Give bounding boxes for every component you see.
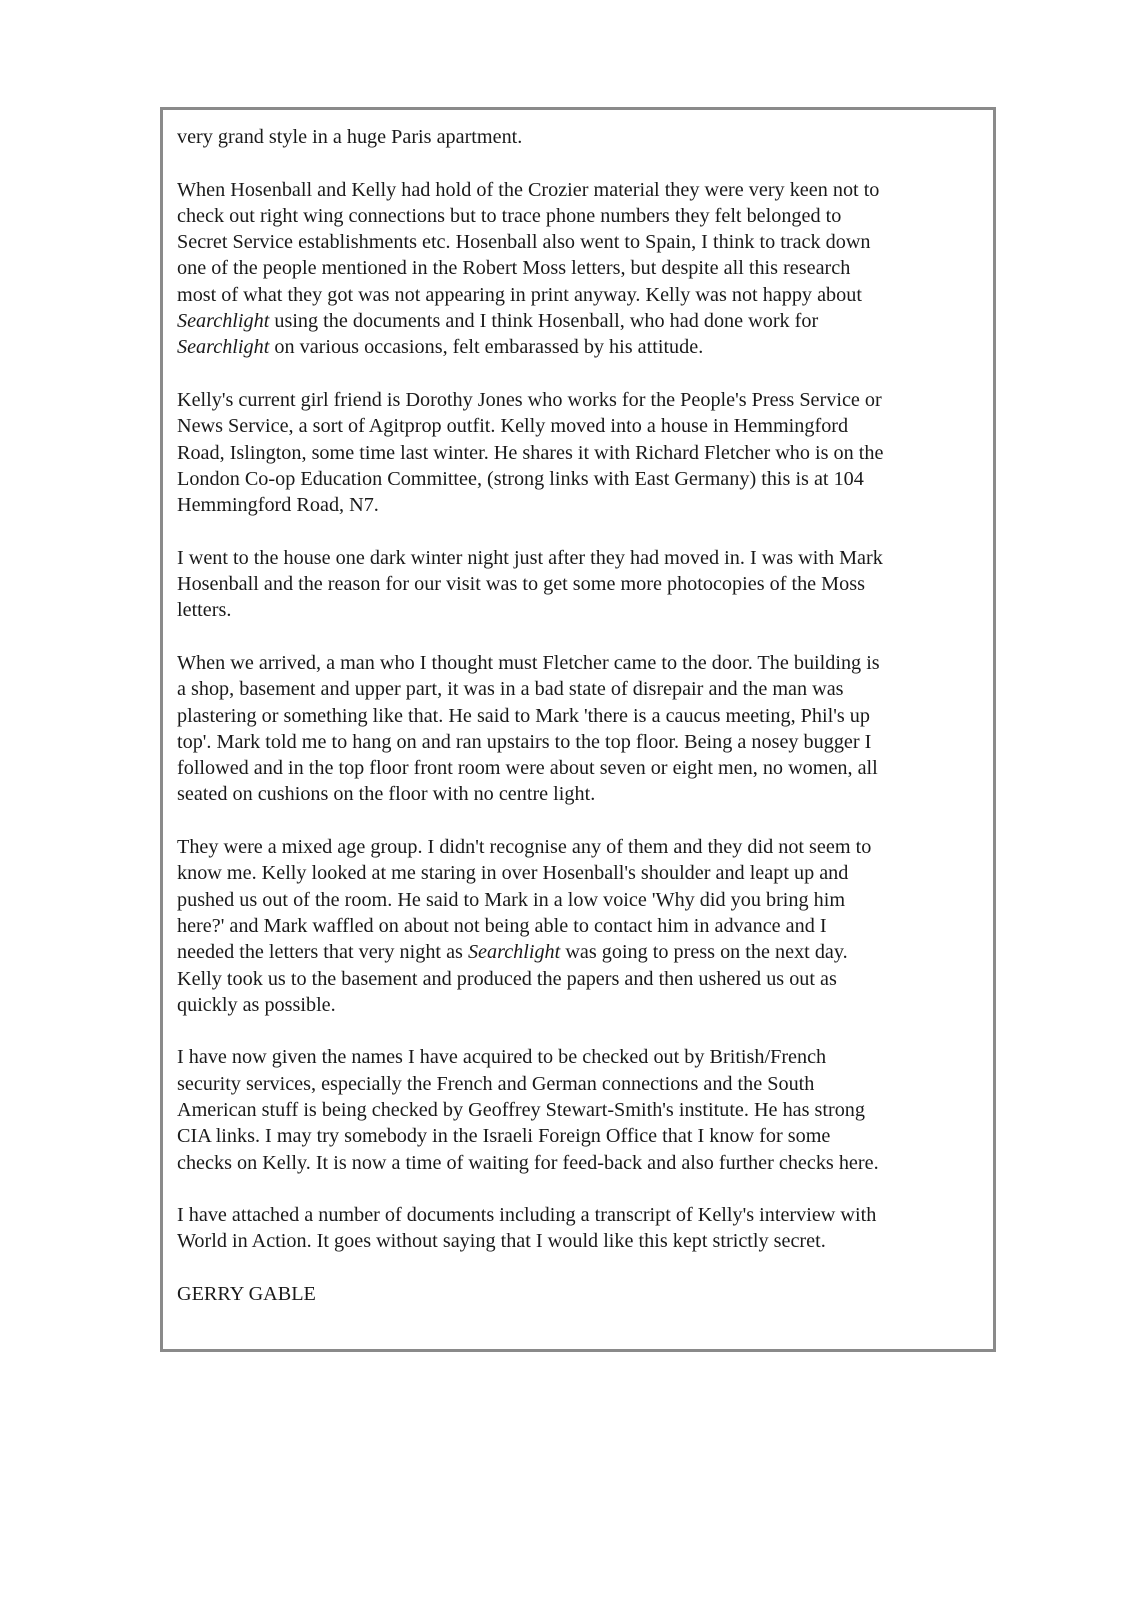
text-line: a shop, basement and upper part, it was in a bad state of disrepair and the man was <box>177 678 844 701</box>
text-line: check out right wing connections but to trace phone numbers they felt belonged to <box>177 204 842 227</box>
text-line: top'. Mark told me to hang on and ran upstairs to the top floor. Being a nosey bugger I <box>177 730 872 753</box>
paragraph-8 <box>177 1202 977 1255</box>
text-line: News Service, a sort of Agitprop outfit. Kelly moved into a house in Hemmingford <box>177 415 849 438</box>
paragraph-5 <box>177 650 977 808</box>
text-line: Hemmingford Road, N7. <box>177 494 379 517</box>
text-line: Secret Service establishments etc. Hosenball also went to Spain, I think to track down <box>177 231 871 254</box>
text-line: Hosenball and the reason for our visit was to get some more photocopies of the Moss <box>177 573 865 596</box>
text-line: pushed us out of the room. He said to Mark in a low voice 'Why did you bring him <box>177 888 846 911</box>
text-line <box>177 334 977 360</box>
signature <box>177 1281 977 1307</box>
text-line: World in Action. It goes without saying that I would like this kept strictly secret. <box>177 1230 826 1253</box>
text-run: needed the letters that very night as <box>177 941 468 964</box>
paragraph-1 <box>177 124 977 150</box>
paragraph-6 <box>177 834 977 1018</box>
paragraph-3 <box>177 387 977 518</box>
text-line: know me. Kelly looked at me staring in over Hosenball's shoulder and leapt up and <box>177 862 849 885</box>
text-run: was going to press on the next day. <box>560 941 848 964</box>
text-line: very grand style in a huge Paris apartment. <box>177 126 523 148</box>
paragraph-4 <box>177 545 977 624</box>
text-line <box>177 308 977 334</box>
text-line: followed and in the top floor front room were about seven or eight men, no women, all <box>177 757 878 780</box>
signature-name: GERRY GABLE <box>177 1283 316 1306</box>
text-line: I have now given the names I have acquired to be checked out by British/French <box>177 1046 827 1069</box>
text-line: checks on Kelly. It is now a time of waiting for feed-back and also further checks here. <box>177 1151 879 1174</box>
text-line: security services, especially the French and German connections and the South <box>177 1072 815 1095</box>
text-line: most of what they got was not appearing in print anyway. Kelly was not happy about <box>177 283 862 306</box>
text-line: When we arrived, a man who I thought must Fletcher came to the door. The building is <box>177 651 880 674</box>
text-line: I have attached a number of documents including a transcript of Kelly's interview with <box>177 1204 877 1227</box>
text-line: London Co-op Education Committee, (strong links with East Germany) this is at 104 <box>177 467 864 490</box>
paragraph-7 <box>177 1044 977 1175</box>
text-run: using the documents and I think Hosenball, who had done work for <box>269 310 819 333</box>
publication-title-italic: Searchlight <box>177 336 270 359</box>
text-line: plastering or something like that. He said to Mark 'there is a caucus meeting, Phil's up <box>177 704 870 727</box>
text-line: Kelly's current girl friend is Dorothy Jones who works for the People's Press Service or <box>177 388 882 411</box>
text-line: American stuff is being checked by Geoffrey Stewart-Smith's institute. He has strong <box>177 1098 865 1121</box>
paragraph-2 <box>177 177 977 361</box>
publication-title-italic: Searchlight <box>467 941 561 964</box>
text-line: here?' and Mark waffled on about not being able to contact him in advance and I <box>177 914 827 937</box>
text-line: quickly as possible. <box>177 993 336 1016</box>
text-line: CIA links. I may try somebody in the Israeli Foreign Office that I know for some <box>177 1125 831 1148</box>
text-line <box>177 939 977 965</box>
document-border-frame <box>160 107 996 1352</box>
text-line: letters. <box>177 599 232 622</box>
text-line: They were a mixed age group. I didn't recognise any of them and they did not seem to <box>177 836 872 859</box>
text-line: Road, Islington, some time last winter. He shares it with Richard Fletcher who is on the <box>177 441 884 464</box>
document-body <box>177 124 977 1334</box>
text-line: When Hosenball and Kelly had hold of the Crozier material they were very keen not to <box>177 178 880 201</box>
publication-title-italic: Searchlight <box>177 310 270 333</box>
text-run: on various occasions, felt embarassed by his attitude. <box>269 336 704 359</box>
text-line: Kelly took us to the basement and produced the papers and then ushered us out as <box>177 967 837 990</box>
text-line: one of the people mentioned in the Robert Moss letters, but despite all this research <box>177 257 851 280</box>
text-line: seated on cushions on the floor with no centre light. <box>177 783 596 806</box>
text-line: I went to the house one dark winter night just after they had moved in. I was with Mark <box>177 546 883 569</box>
